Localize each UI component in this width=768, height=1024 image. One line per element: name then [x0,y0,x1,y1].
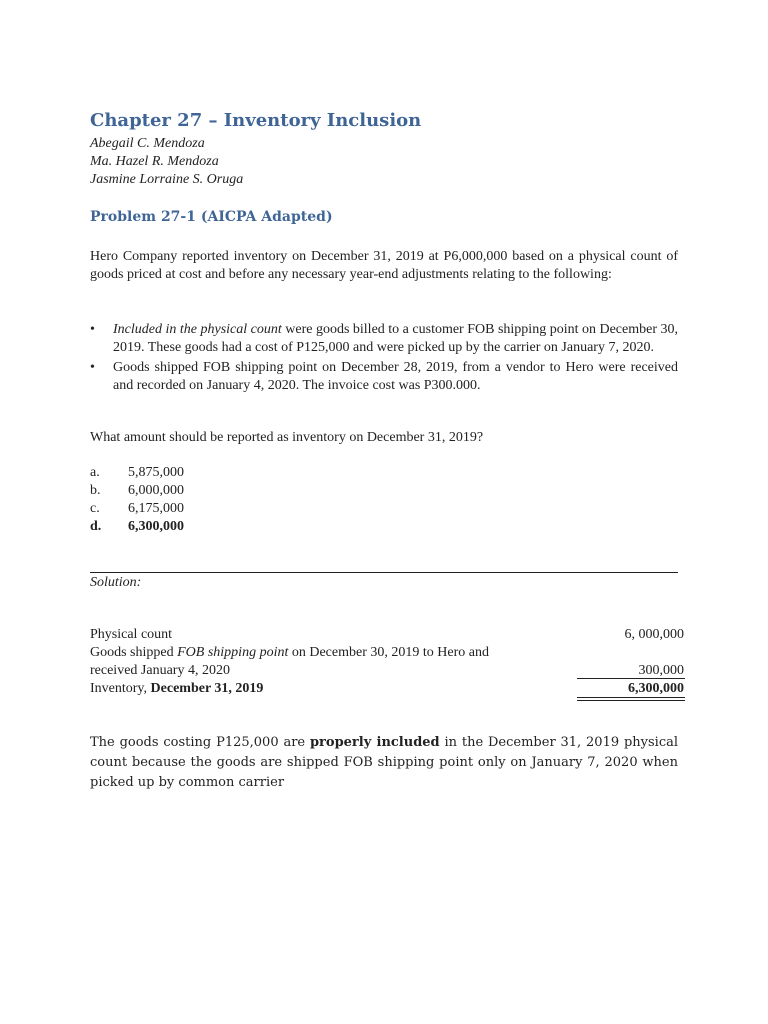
option-letter: c. [90,501,100,516]
list-item-text: Goods shipped FOB shipping point on December 28, 2019, from a vendor to Hero were received and recorded on January 4, 2020. The invoice cost was P300.000. [113,360,678,393]
author-name: Ma. Hazel R. Mendoza [90,154,219,169]
inventory-total-amount: 6,300,000 [628,681,684,696]
explanation-paragraph [90,733,678,793]
list-item-text: were goods billed to a customer FOB shipping point on December 30, 2019. These goods had a cost of P125,000 and were picked up by the carrier on January 7, 2020. [113,322,678,355]
emphasis-text: Included in the physical count [113,322,282,337]
explanation-text: The goods costing P125,000 are [90,735,310,750]
emphasis-text: FOB shipping point [177,645,289,660]
option-letter: b. [90,483,101,498]
goods-shipped-label-line2: received January 4, 2020 [90,663,230,678]
goods-shipped-label [90,644,489,662]
list-item [90,321,678,357]
conditions-list [90,321,678,397]
explanation-text: in the December 31, 2019 physical count because the goods are shipped FOB shipping point only on January 7, 2020 when picked up by common carrier [90,735,679,790]
chapter-title: Chapter 27 – Inventory Inclusion [90,110,422,131]
option-letter: a. [90,465,100,480]
author-name: Jasmine Lorraine S. Oruga [90,172,244,187]
answer-option [90,500,184,518]
problem-heading: Problem 27-1 (AICPA Adapted) [90,209,333,225]
label-text: on December 30, 2019 to Hero and [288,645,489,660]
section-divider [90,572,678,573]
inventory-total-label [90,680,263,698]
option-value: 5,875,000 [128,465,184,480]
label-text: Goods shipped [90,645,178,660]
option-value: 6,300,000 [128,519,184,534]
list-item [90,359,678,395]
question-text: What amount should be reported as inventory on December 31, 2019? [90,430,484,445]
answer-option [90,464,184,482]
label-text: Inventory, [90,681,151,696]
problem-intro: Hero Company reported inventory on December 31, 2019 at P6,000,000 based on a physical count of goods priced at cost and before any necessary year-end adjustments relating to the following: [90,249,678,282]
solution-label: Solution: [90,575,142,590]
bullet-icon: • [90,322,95,337]
author-name: Abegail C. Mendoza [90,136,205,151]
physical-count-label: Physical count [90,627,173,642]
option-value: 6,000,000 [128,483,184,498]
option-value: 6,175,000 [128,501,184,516]
double-underline [577,697,685,701]
bullet-icon: • [90,360,95,375]
physical-count-amount: 6, 000,000 [624,627,684,642]
total-underline [577,678,685,679]
correct-answer-option [90,518,184,536]
option-letter: d. [90,519,102,534]
explanation-bold-text: properly included [309,735,440,750]
answer-option [90,482,184,500]
label-bold-text: December 31, 2019 [150,681,264,696]
goods-shipped-amount: 300,000 [638,663,684,678]
